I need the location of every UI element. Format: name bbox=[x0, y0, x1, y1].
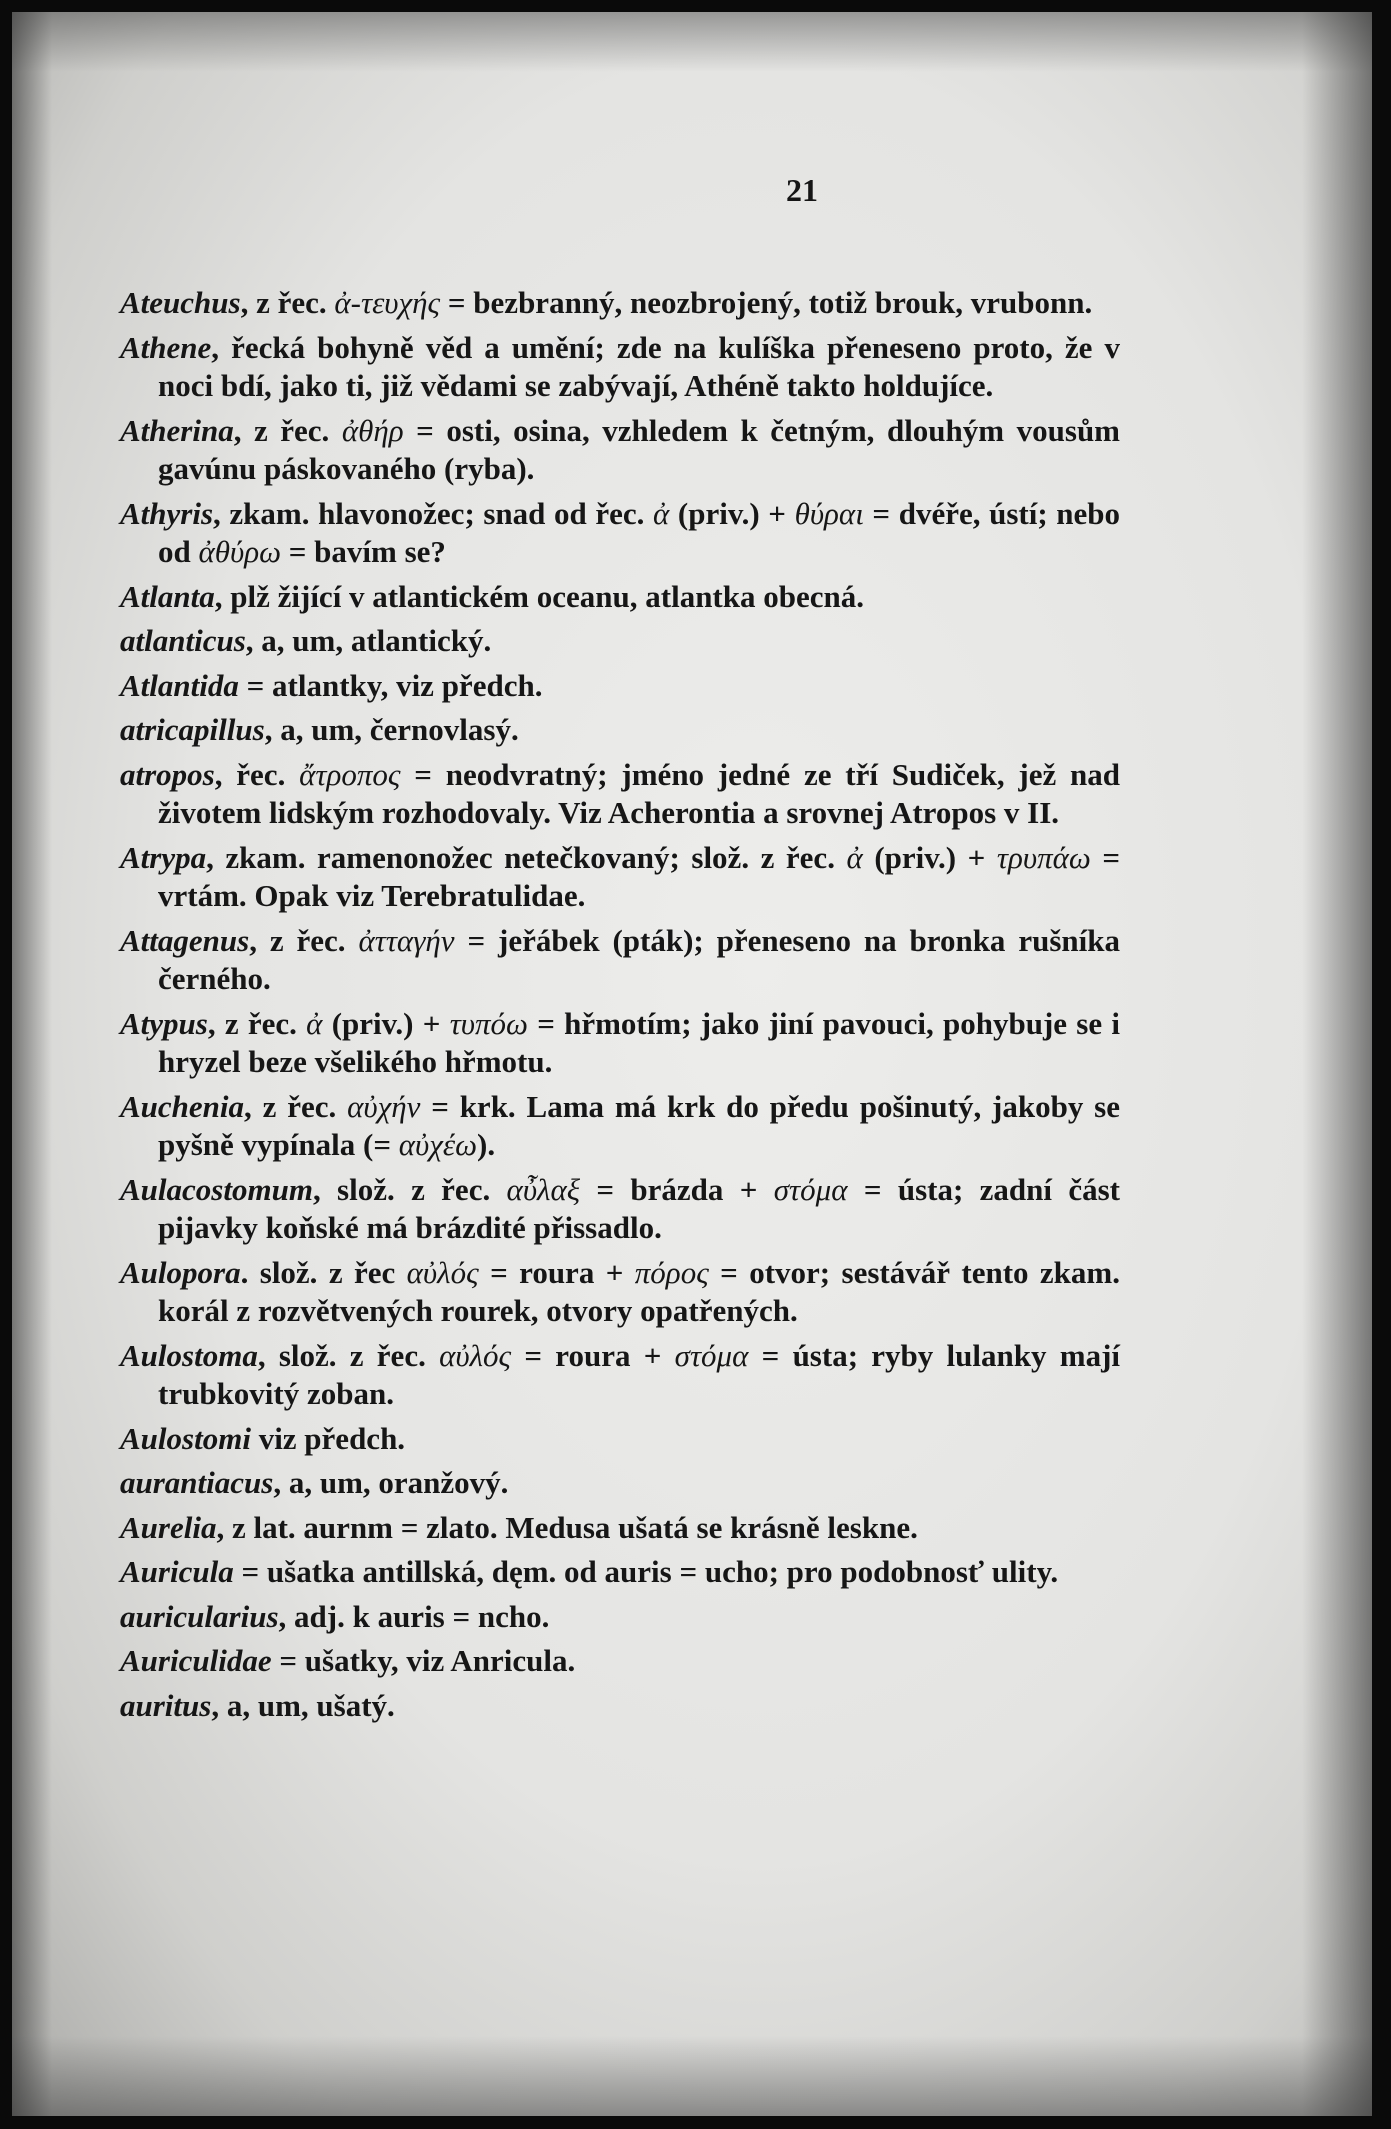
entry-headword: Atlanta bbox=[120, 578, 215, 614]
entry-headword: Atherina bbox=[120, 412, 234, 448]
entry-headword: Aulostoma bbox=[120, 1337, 258, 1373]
greek-term: ἀτταγήν bbox=[358, 922, 455, 958]
dictionary-entry bbox=[120, 1687, 1120, 1726]
dictionary-entry bbox=[120, 711, 1120, 750]
entry-text: = ušatky, viz Anricula. bbox=[271, 1643, 576, 1678]
dictionary-entry bbox=[120, 329, 1120, 406]
entry-text: , z řec. bbox=[233, 412, 342, 448]
page-shadow-right bbox=[1302, 12, 1372, 2116]
entry-text: = atlantky, viz předch. bbox=[238, 667, 543, 703]
page-shadow-bottom bbox=[12, 2036, 1372, 2116]
entry-text: , z řec. bbox=[207, 1005, 307, 1041]
greek-term: ἀ bbox=[653, 495, 670, 531]
entry-text: , adj. k auris = ncho. bbox=[278, 1598, 550, 1634]
dictionary-entry bbox=[120, 1553, 1120, 1592]
greek-term: αὐλός bbox=[406, 1254, 479, 1290]
dictionary-entry bbox=[120, 1509, 1120, 1548]
entry-headword: Auchenia bbox=[120, 1088, 245, 1124]
greek-term: αὐλός bbox=[439, 1337, 512, 1373]
entry-text: , z řec. bbox=[240, 285, 335, 320]
dictionary-entry bbox=[120, 667, 1120, 706]
dictionary-entry bbox=[120, 1420, 1120, 1459]
greek-term: αὖλαξ bbox=[506, 1171, 581, 1207]
page-shadow-top bbox=[12, 12, 1372, 72]
entry-text: , a, um, oranžový. bbox=[273, 1465, 509, 1500]
entry-text: = hřmotím; jako jiní pavouci, pohybuje se i hryzel beze všelikého hřmotu. bbox=[158, 1005, 1120, 1079]
entry-headword: Atlantida bbox=[120, 667, 239, 703]
dictionary-entry bbox=[120, 1088, 1120, 1165]
entry-text: , zkam. ramenonožec netečkovaný; slož. z řec. bbox=[206, 839, 847, 875]
page-number: 21 bbox=[786, 172, 818, 208]
entry-text: = ušatka antillská, dęm. od auris = ucho; pro podobnosť ulity. bbox=[233, 1554, 1059, 1589]
greek-term: στόμα bbox=[674, 1337, 749, 1373]
dictionary-entry bbox=[120, 1254, 1120, 1331]
entry-text: = vrtám. Opak viz Terebratulidae. bbox=[158, 839, 1121, 913]
entry-headword: Atrypa bbox=[120, 839, 207, 875]
dictionary-entry bbox=[120, 1337, 1120, 1414]
dictionary-entry bbox=[120, 1005, 1120, 1082]
greek-term: ἀ bbox=[846, 839, 863, 875]
entry-headword: atlanticus bbox=[120, 623, 246, 658]
entry-text: , z lat. aurnm = zlato. Medusa ušatá se krásně leskne. bbox=[216, 1509, 918, 1545]
dictionary-entry bbox=[120, 1171, 1120, 1248]
entry-headword: aurantiacus bbox=[120, 1465, 274, 1500]
dictionary-entry bbox=[120, 1464, 1120, 1503]
entry-text: = dvéře, ústí; nebo od bbox=[158, 495, 1120, 569]
entry-text: , a, um, černovlasý. bbox=[264, 712, 519, 747]
entry-text: , řec. bbox=[214, 756, 300, 792]
entry-text: (priv.) + bbox=[862, 839, 997, 875]
entry-headword: Aulacostomum bbox=[120, 1171, 313, 1207]
page-shadow-left bbox=[12, 12, 52, 2116]
entry-text: = bavím se? bbox=[281, 534, 446, 569]
greek-term: τυπόω bbox=[449, 1005, 528, 1041]
entry-headword: Athene bbox=[120, 329, 212, 365]
entry-headword: Ateuchus bbox=[120, 285, 241, 320]
entry-headword: Aurelia bbox=[120, 1509, 217, 1545]
dictionary-entry bbox=[120, 922, 1120, 999]
entry-text: = roura + bbox=[511, 1337, 675, 1373]
greek-term: στόμα bbox=[773, 1171, 848, 1207]
entry-text: = osti, osina, vzhledem k četným, dlouhým vousům gavúnu páskovaného (ryba). bbox=[158, 412, 1121, 486]
entry-headword: Auriculidae bbox=[120, 1643, 272, 1678]
entry-headword: auricularius bbox=[120, 1598, 279, 1634]
entry-headword: Attagenus bbox=[120, 922, 250, 958]
entry-text: = bezbranný, neozbrojený, totiž brouk, vrubonn. bbox=[440, 285, 1093, 320]
dictionary-entry bbox=[120, 495, 1120, 572]
greek-term: πόρος bbox=[634, 1254, 709, 1290]
entry-headword: auritus bbox=[120, 1687, 212, 1723]
dictionary-entry bbox=[120, 412, 1120, 489]
greek-term: αὐχέω bbox=[398, 1127, 477, 1162]
entry-headword: Aulostomi bbox=[120, 1420, 251, 1456]
entry-headword: Aulopora bbox=[120, 1254, 241, 1290]
entry-text: = neodvratný; jméno jedné ze tří Sudiček, jež nad životem lidským rozhodovaly. Viz Acherontia a srovnej Atropos v II. bbox=[158, 756, 1121, 830]
dictionary-entry bbox=[120, 1642, 1120, 1681]
entry-headword: Athyris bbox=[120, 495, 214, 531]
greek-term: θύραι bbox=[794, 495, 864, 531]
entry-text: = roura + bbox=[478, 1254, 635, 1290]
entry-text: . slož. z řec bbox=[240, 1254, 407, 1290]
entry-text: ). bbox=[477, 1127, 496, 1162]
entry-text: , z řec. bbox=[249, 922, 359, 958]
dictionary-entry bbox=[120, 622, 1120, 661]
entry-text: viz předch. bbox=[250, 1420, 406, 1456]
entry-text: = otvor; sestávář tento zkam. korál z rozvětvených rourek, otvory opatřených. bbox=[158, 1254, 1121, 1328]
greek-term: αὐχήν bbox=[347, 1088, 421, 1124]
dictionary-entry bbox=[120, 284, 1120, 323]
entry-text: (priv.) + bbox=[669, 495, 795, 531]
dictionary-entry bbox=[120, 1598, 1120, 1637]
book-page bbox=[12, 12, 1372, 2116]
dictionary-entries bbox=[120, 284, 1120, 1731]
dictionary-entry bbox=[120, 839, 1120, 916]
entry-headword: atricapillus bbox=[120, 712, 265, 747]
entry-text: , slož. z řec. bbox=[312, 1171, 507, 1207]
greek-term: ἀ bbox=[306, 1005, 323, 1041]
entry-text: , plž žijící v atlantickém oceanu, atlantka obecná. bbox=[214, 578, 864, 614]
greek-term: ἀθύρω bbox=[198, 534, 281, 569]
entry-headword: Atypus bbox=[120, 1005, 208, 1041]
entry-text: = ústa; ryby lulanky mají trubkovitý zoban. bbox=[158, 1337, 1120, 1411]
entry-text: , a, um, atlantický. bbox=[245, 623, 492, 658]
entry-text: = jeřábek (pták); přeneseno na bronka rušníka černého. bbox=[158, 922, 1120, 996]
greek-term: ἄτροπος bbox=[299, 756, 401, 792]
greek-term: ἀ-τευχής bbox=[334, 285, 441, 320]
entry-text: , a, um, ušatý. bbox=[211, 1687, 395, 1723]
greek-term: ἀθήρ bbox=[341, 412, 404, 448]
entry-text: , z řec. bbox=[244, 1088, 348, 1124]
entry-text: , zkam. hlavonožec; snad od řec. bbox=[213, 495, 654, 531]
dictionary-entry bbox=[120, 578, 1120, 617]
entry-text: = ústa; zadní část pijavky koňské má brázdité přissadlo. bbox=[158, 1171, 1120, 1245]
greek-term: τρυπάω bbox=[996, 839, 1091, 875]
entry-text: , řecká bohyně věd a umění; zde na kulíška přeneseno proto, že v noci bdí, jako ti, již vědami se zabývají, Athéně takto holdujíce. bbox=[158, 329, 1120, 403]
entry-text: = brázda + bbox=[580, 1171, 774, 1207]
entry-text: (priv.) + bbox=[322, 1005, 450, 1041]
entry-text: = krk. Lama má krk do předu pošinutý, jakoby se pyšně vypínala (= bbox=[158, 1088, 1120, 1162]
entry-headword: atropos bbox=[120, 756, 215, 792]
entry-headword: Auricula bbox=[120, 1554, 234, 1589]
dictionary-entry bbox=[120, 756, 1120, 833]
entry-text: , slož. z řec. bbox=[257, 1337, 440, 1373]
